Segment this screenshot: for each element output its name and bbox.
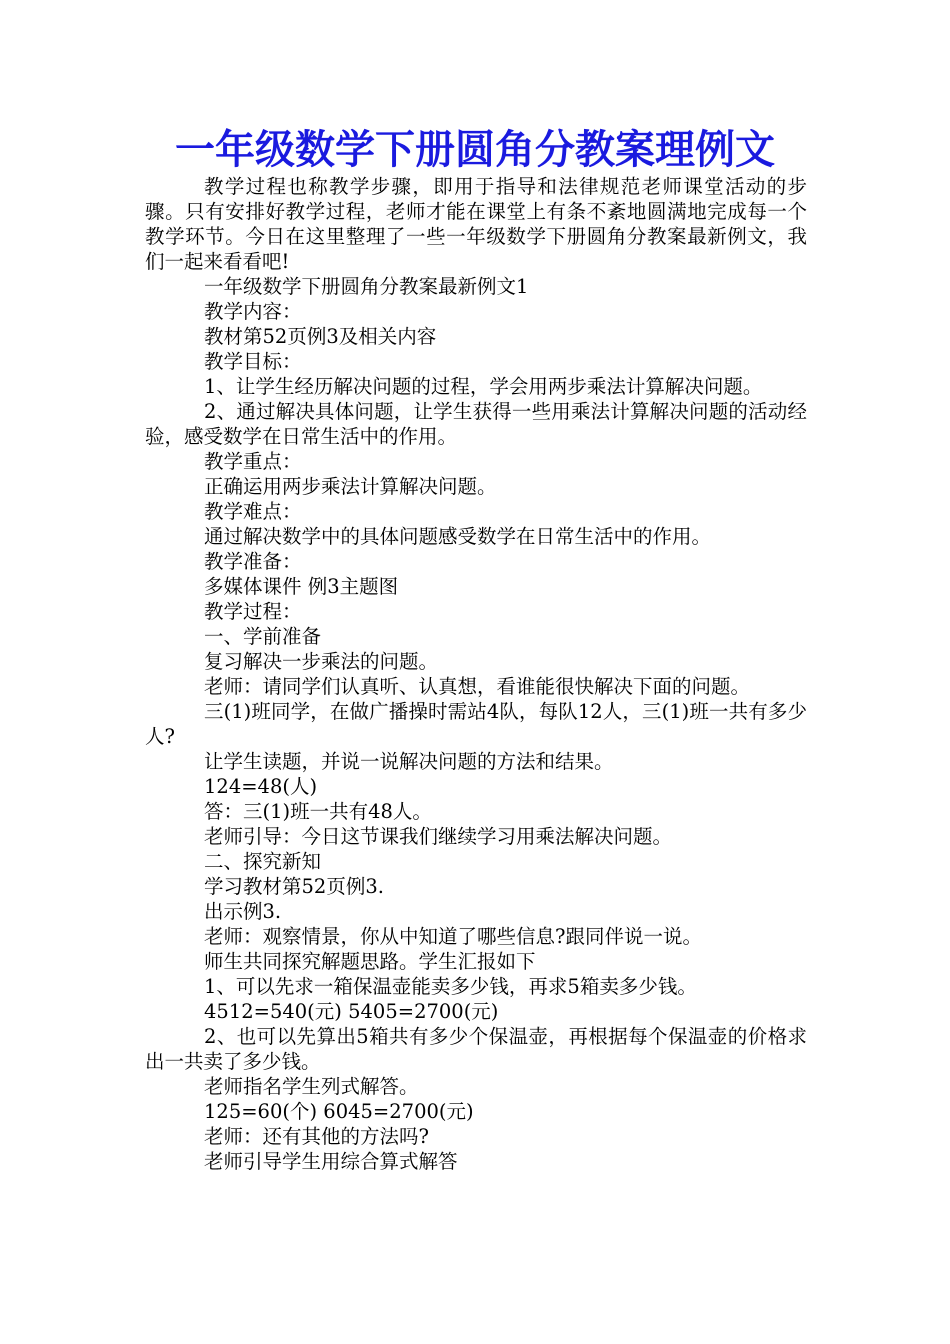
document-body xyxy=(145,174,807,1174)
teacher-instruction: 老师指名学生列式解答。 xyxy=(204,1075,419,1098)
teacher-prompt-3: 老师：还有其他的方法吗? xyxy=(204,1125,429,1148)
student-activity-1: 让学生读题，并说一说解决问题的方法和结果。 xyxy=(204,750,614,773)
calculation-2: 4512=540(元) 5405=2700(元) xyxy=(204,1000,499,1023)
section-label-key-points: 教学重点： xyxy=(204,450,302,473)
method-2: 2、也可以先算出5箱共有多少个保温壶，再根据每个保温壶的价格求出一共卖了多少钱。 xyxy=(145,1025,807,1073)
teacher-prompt-1: 老师：请同学们认真听、认真想，看谁能很快解决下面的问题。 xyxy=(204,675,751,698)
goal-item-1: 1、让学生经历解决问题的过程，学会用两步乘法计算解决问题。 xyxy=(204,375,763,398)
method-1: 1、可以先求一箱保温壶能卖多少钱，再求5箱卖多少钱。 xyxy=(204,975,697,998)
study-text: 学习教材第52页例3. xyxy=(204,875,384,898)
teacher-guide-2: 老师引导学生用综合算式解答 xyxy=(204,1150,458,1173)
key-points-text: 正确运用两步乘法计算解决问题。 xyxy=(204,475,497,498)
goal-item-2: 2、通过解决具体问题，让学生获得一些用乘法计算解决问题的活动经验，感受数学在日常生活中的作用。 xyxy=(145,400,807,448)
preparation-text: 多媒体课件 例3主题图 xyxy=(204,575,399,598)
section-label-content: 教学内容： xyxy=(204,300,302,323)
teacher-guide-1: 老师引导：今日这节课我们继续学习用乘法解决问题。 xyxy=(204,825,673,848)
example-heading: 一年级数学下册圆角分教案最新例文1 xyxy=(204,275,529,298)
calculation-3: 125=60(个) 6045=2700(元) xyxy=(204,1100,474,1123)
step-heading-1: 一、学前准备 xyxy=(204,625,322,648)
explore-text: 师生共同探究解题思路。学生汇报如下 xyxy=(204,950,536,973)
document-title: 一年级数学下册圆角分教案理例文 xyxy=(175,126,775,173)
show-example: 出示例3. xyxy=(204,900,282,923)
section-label-process: 教学过程： xyxy=(204,600,302,623)
calculation-1: 124=48(人) xyxy=(204,775,318,798)
teacher-prompt-2: 老师：观察情景，你从中知道了哪些信息?跟同伴说一说。 xyxy=(204,925,702,948)
section-label-preparation: 教学准备： xyxy=(204,550,302,573)
problem-statement: 三(1)班同学，在做广播操时需站4队，每队12人，三(1)班一共有多少人? xyxy=(145,700,807,748)
content-text: 教材第52页例3及相关内容 xyxy=(204,325,437,348)
answer-1: 答：三(1)班一共有48人。 xyxy=(204,800,432,823)
section-label-difficulties: 教学难点： xyxy=(204,500,302,523)
review-text: 复习解决一步乘法的问题。 xyxy=(204,650,439,673)
difficulties-text: 通过解决数学中的具体问题感受数学在日常生活中的作用。 xyxy=(204,525,712,548)
step-heading-2: 二、探究新知 xyxy=(204,850,322,873)
section-label-goals: 教学目标： xyxy=(204,350,302,373)
intro-paragraph: 教学过程也称教学步骤，即用于指导和法律规范老师课堂活动的步骤。只有安排好教学过程，老师才能在课堂上有条不紊地圆满地完成每一个教学环节。今日在这里整理了一些一年级数学下册圆角分教案最新例文，我们一起来看看吧! xyxy=(145,175,807,273)
